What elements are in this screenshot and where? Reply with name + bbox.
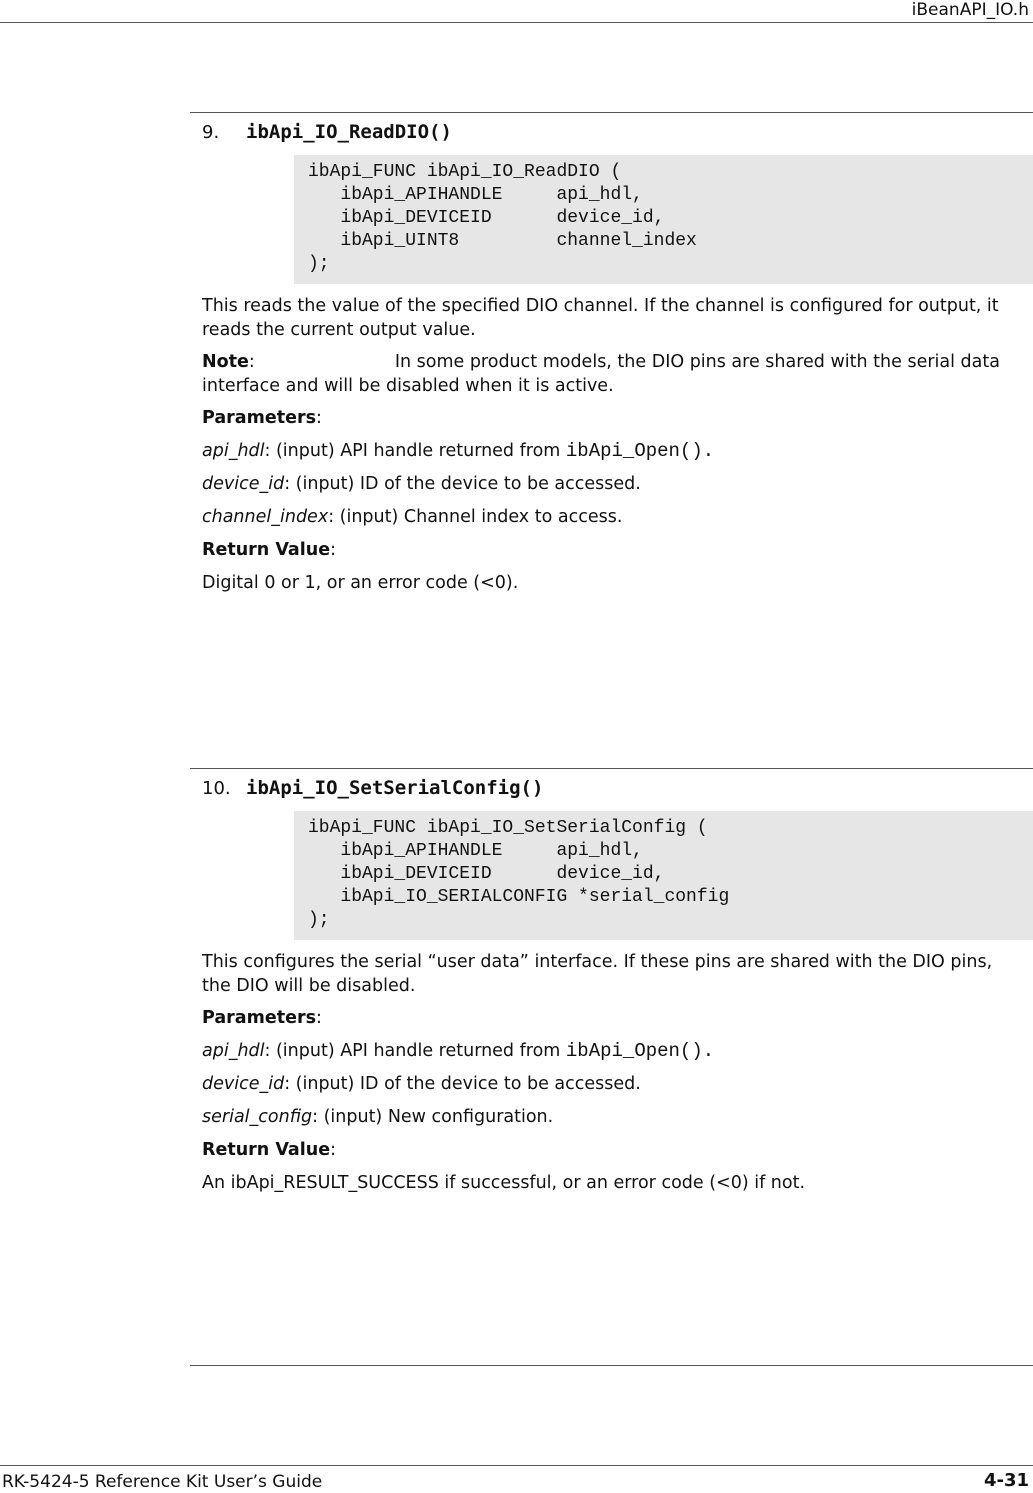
description: This reads the value of the specified DIO channel. If the channel is configured for output, it reads the current output value. [202, 296, 999, 340]
function-name: ibApi_IO_ReadDIO() [246, 121, 452, 143]
return-text: Digital 0 or 1, or an error code (<0). [202, 573, 519, 593]
section-bottom-rule [190, 1365, 1033, 1366]
param-desc: : (input) ID of the device to be accessed. [284, 1074, 641, 1094]
running-head: iBeanAPI_IO.h [911, 0, 1029, 20]
function-body [202, 294, 1025, 595]
footer-doc-title: RK-5424-5 Reference Kit User’s Guide [2, 1472, 323, 1492]
header-rule [0, 22, 1033, 23]
parameters-label: Parameters [202, 1008, 316, 1028]
code-block: ibApi_FUNC ibApi_IO_SetSerialConfig ( ibApi_APIHANDLE api_hdl, ibApi_DEVICEID device_id, ibApi_IO_SERIALCONFIG *serial_config ); [294, 811, 1033, 940]
note: Note: In some product models, the DIO pins are shared with the serial data interface and will be disabled when it is active. [202, 352, 1000, 396]
param-desc: : (input) API handle returned from [264, 441, 566, 461]
note-text: In some product models, the DIO pins are shared with the serial data interface and will be disabled when it is active. [202, 352, 1000, 396]
function-name: ibApi_IO_SetSerialConfig() [246, 777, 544, 799]
param-name: device_id [202, 1074, 285, 1094]
return-label: Return Value [202, 1140, 331, 1160]
param-device-id [202, 472, 1025, 496]
function-title [202, 777, 1033, 801]
param-name: api_hdl [202, 441, 265, 461]
note-label: Note [202, 352, 249, 372]
function-number: 9. [202, 122, 220, 143]
return-heading: Return Value: [202, 1140, 336, 1160]
param-desc: : (input) API handle returned from [264, 1041, 566, 1061]
param-api-hdl [202, 1039, 1025, 1063]
function-title [202, 121, 1033, 145]
param-desc: : (input) ID of the device to be accessed. [284, 474, 641, 494]
parameters-heading: Parameters: [202, 1008, 322, 1028]
param-code: ibApi_Open(). [565, 440, 715, 462]
footer-rule [0, 1465, 1033, 1466]
function-number: 10. [202, 778, 231, 799]
return-heading: Return Value: [202, 540, 336, 560]
return-label: Return Value [202, 540, 331, 560]
function-section-set-serial-config [190, 768, 1033, 1195]
page-number: 4-31 [983, 1470, 1029, 1491]
function-body [202, 950, 1025, 1195]
code-block: ibApi_FUNC ibApi_IO_ReadDIO ( ibApi_APIHANDLE api_hdl, ibApi_DEVICEID device_id, ibApi_UINT8 channel_index ); [294, 155, 1033, 284]
function-section-read-dio [190, 112, 1033, 595]
param-name: api_hdl [202, 1041, 265, 1061]
param-code: ibApi_Open(). [565, 1040, 715, 1062]
param-api-hdl [202, 439, 1025, 463]
param-channel-index [202, 505, 1025, 529]
return-text: An ibApi_RESULT_SUCCESS if successful, or an error code (<0) if not. [202, 1173, 806, 1193]
param-desc: : (input) Channel index to access. [328, 507, 623, 527]
param-name: channel_index [202, 507, 329, 527]
param-serial-config [202, 1105, 1025, 1129]
param-name: device_id [202, 474, 285, 494]
param-device-id [202, 1072, 1025, 1096]
parameters-heading: Parameters: [202, 408, 322, 428]
param-name: serial_config [202, 1107, 313, 1127]
description: This configures the serial “user data” interface. If these pins are shared with the DIO pins, the DIO will be disabled. [202, 952, 993, 996]
parameters-label: Parameters [202, 408, 316, 428]
param-desc: : (input) New configuration. [312, 1107, 554, 1127]
